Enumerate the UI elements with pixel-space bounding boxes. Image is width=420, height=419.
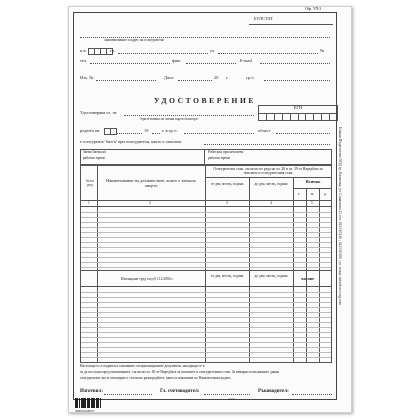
region-label: област	[258, 128, 271, 133]
footer-line-1: Настоящото се издава на основание специализираните документи, находящи се в	[80, 364, 205, 368]
egn-digit-cells	[259, 113, 337, 120]
table-row	[81, 342, 331, 343]
table-row	[81, 222, 331, 223]
col-months: м.	[311, 192, 315, 196]
born-label: роден/а на	[80, 128, 100, 133]
table-row	[81, 352, 331, 353]
region-line	[276, 133, 330, 134]
born-year: 19	[144, 128, 149, 133]
barcode-number: 3800050448537	[75, 409, 95, 413]
addr-street: ул.	[210, 48, 216, 53]
born-city-label: г. в гр./с.	[162, 128, 179, 133]
total-from-label: от ден, месец, година	[210, 274, 244, 278]
addr-fax: факс	[172, 58, 181, 63]
out-no-line	[96, 80, 156, 81]
col-total-header: Всичко	[305, 179, 321, 184]
table-row	[81, 302, 331, 303]
hours-label: часове	[301, 276, 315, 281]
table-row	[81, 262, 331, 263]
stage-table	[80, 165, 332, 363]
total-split-line	[293, 188, 331, 189]
employer-caption: /наименование и адрес на осигурителя/	[104, 38, 165, 42]
col-num-2: 2	[149, 201, 151, 205]
year-line	[152, 133, 160, 134]
table-row	[81, 237, 331, 238]
worktime-label: работно време	[83, 156, 106, 160]
form-frame	[73, 12, 337, 400]
worked-since-label-2: работно време	[208, 156, 231, 160]
stamp-label: печат	[228, 397, 235, 401]
bulstat-label: БУЛСТАТ	[254, 16, 273, 21]
table-row	[81, 347, 331, 348]
table-row	[81, 317, 331, 318]
table-row	[81, 252, 331, 253]
worked-line: е осигурен/а/ бил/а/ при осигурителя, както е описано:	[80, 139, 183, 144]
col-name-header: Наименование на длъжностите, които е заемало лицето	[106, 178, 196, 189]
table-row	[81, 322, 331, 323]
table-row	[81, 257, 331, 258]
chief-accountant-line	[204, 394, 250, 395]
footer-line-3: осигурителят носи отговорност съгласно разпоредбите, както и наказание по Наказателния кодекс.	[80, 376, 232, 380]
publisher-side-text: Бланки Издателство ООД гр. Казанлък, ул. Сливенска 23 тел. 0431/63146 ; 0431/63306 ; ел. поща: izdatelstvo.org.com	[338, 127, 342, 306]
table-row	[81, 212, 331, 213]
col-divider-6	[319, 188, 320, 362]
table-row	[81, 267, 331, 268]
col-no-header: № по ред	[85, 179, 95, 187]
addr-city: гр.	[110, 48, 116, 53]
page-title: УДОСТОВЕРЕНИЕ	[153, 96, 257, 105]
egn-label: ЕГН	[293, 105, 303, 110]
issued-by-label: Изготвил:	[80, 389, 103, 394]
table-row	[81, 337, 331, 338]
out-no-label: Изх. №	[80, 75, 94, 80]
col-num-1: 1	[88, 201, 90, 205]
tel-line	[90, 63, 170, 64]
col-days: д.	[324, 192, 327, 196]
col-years: г.	[298, 192, 300, 196]
date-label: Дата:	[164, 75, 174, 80]
table-row	[81, 307, 331, 308]
table-row	[81, 357, 331, 358]
col-insured-header: Осигурителен стаж, съгласно по реда на чл. 38 и чл. 39 от Наредбата за пенсиите и осигурителния стаж	[213, 167, 323, 176]
table-row	[81, 327, 331, 328]
total-to-label: до ден, месец, година	[254, 274, 288, 278]
addr-tel: тел.	[80, 58, 88, 63]
born-line	[116, 133, 142, 134]
table-row	[81, 242, 331, 243]
cert-caption: /трите имена по лична карта /паспорт/	[140, 117, 199, 121]
street-line	[218, 53, 318, 54]
footer-line-2: за да послужи пред пенсионните, съгласно чл. 40 от Наредбата за пенсиите и осигурителния стаж. За невярно попълнените данни	[80, 370, 280, 374]
postcode-cells	[88, 48, 112, 55]
table-row	[81, 312, 331, 313]
form-code: Обр. УП-3	[305, 7, 322, 11]
manager-label: Ръководител:	[258, 389, 289, 394]
table-row	[81, 217, 331, 218]
date-suffix: г.	[226, 75, 229, 80]
col-num-5: 5	[311, 201, 313, 205]
table-row	[81, 297, 331, 298]
table-row	[81, 227, 331, 228]
cert-name-line	[124, 115, 254, 116]
barcode	[75, 398, 101, 408]
table-header-line	[205, 177, 331, 178]
date-year: 20	[214, 75, 219, 80]
addr-no: №	[320, 48, 325, 53]
worked-since-label: Работила при неплатен	[208, 150, 244, 154]
col-divider-5	[306, 188, 307, 362]
table-row	[81, 292, 331, 293]
table-row	[81, 232, 331, 233]
birthdate-cells	[104, 128, 116, 135]
subtotal-bottom-line	[81, 286, 331, 287]
total-row-label: Изплащане труд след 01.12.2004 г.	[121, 277, 174, 281]
work-box-divider	[204, 149, 205, 164]
manager-line	[292, 394, 332, 395]
city-line	[118, 53, 208, 54]
col-to-header: до ден, месец, година	[254, 182, 288, 186]
work-box	[80, 149, 332, 165]
document-sheet	[68, 6, 352, 413]
city-date-line	[264, 80, 330, 81]
worked-fill-line	[204, 144, 330, 145]
subtotal-top-line	[81, 270, 331, 271]
col-from-header: от ден, месец, година	[210, 182, 244, 186]
chief-accountant-label: Гл. счетоводител:	[160, 389, 200, 394]
fax-line	[186, 63, 236, 64]
table-row	[81, 332, 331, 333]
egn-box	[258, 105, 338, 121]
cert-line-label: Удостоверява се, че	[80, 110, 117, 115]
addr-pk: п.к.	[80, 48, 87, 53]
bulstat-line	[249, 24, 333, 25]
col-num-3: 3	[226, 201, 228, 205]
table-row	[81, 247, 331, 248]
date-line	[178, 80, 212, 81]
email-line	[260, 63, 330, 64]
occupied-label: Заема/Заемал/а	[83, 150, 107, 154]
issued-by-line	[104, 394, 152, 395]
col-num-4: 4	[270, 201, 272, 205]
city-label: гр./с	[246, 75, 255, 80]
born-city-line	[184, 133, 254, 134]
addr-email: E-mail	[240, 58, 252, 63]
